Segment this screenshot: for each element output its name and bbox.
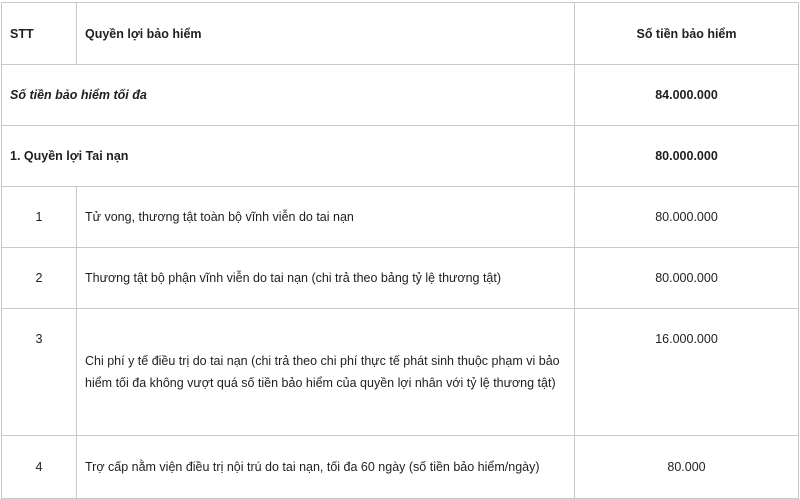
row-amount: 80.000.000 <box>575 187 799 248</box>
row-amount: 16.000.000 <box>575 309 799 436</box>
row-benefit: Tử vong, thương tật toàn bộ vĩnh viễn do tai nạn <box>77 187 575 248</box>
row-benefit: Thương tật bộ phận vĩnh viễn do tai nạn (chi trả theo bảng tỷ lệ thương tật) <box>77 248 575 309</box>
row-stt: 3 <box>2 309 77 436</box>
section-amount: 80.000.000 <box>575 126 799 187</box>
max-amount-label: Số tiền bảo hiểm tối đa <box>2 65 575 126</box>
header-stt: STT <box>2 3 77 65</box>
table-row <box>2 248 799 309</box>
row-stt: 1 <box>2 187 77 248</box>
insurance-benefits-table <box>1 2 799 499</box>
table-row <box>2 309 799 436</box>
header-amount: Số tiền bảo hiểm <box>575 3 799 65</box>
table-row <box>2 436 799 499</box>
section-row-accident <box>2 126 799 187</box>
max-amount-row <box>2 65 799 126</box>
table-header-row <box>2 3 799 65</box>
row-benefit: Trợ cấp nằm viện điều trị nội trú do tai nạn, tối đa 60 ngày (số tiền bảo hiểm/ngày) <box>77 436 575 499</box>
row-benefit: Chi phí y tế điều trị do tai nạn (chi trả theo chi phí thực tế phát sinh thuộc phạm vi bảo hiểm tối đa không vượt quá số tiền bảo hiểm của quyền lợi nhân với tỷ lệ thương tật) <box>77 309 575 436</box>
table-row <box>2 187 799 248</box>
header-benefit: Quyền lợi bảo hiểm <box>77 3 575 65</box>
section-label: 1. Quyền lợi Tai nạn <box>2 126 575 187</box>
max-amount-value: 84.000.000 <box>575 65 799 126</box>
row-stt: 2 <box>2 248 77 309</box>
row-amount: 80.000.000 <box>575 248 799 309</box>
row-stt: 4 <box>2 436 77 499</box>
row-amount: 80.000 <box>575 436 799 499</box>
